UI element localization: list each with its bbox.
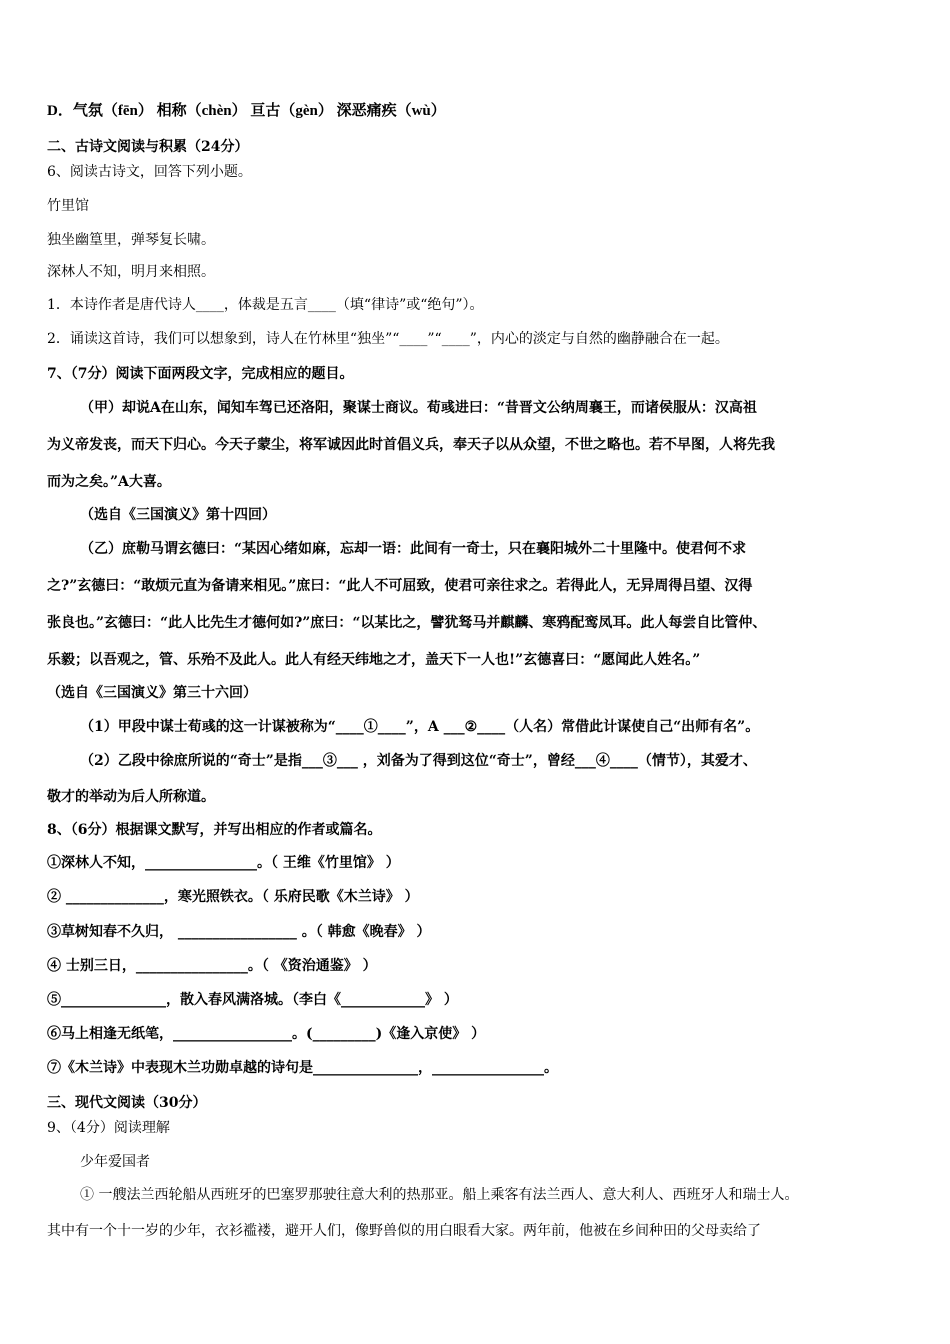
recite-item-4: ④ 士别三日，________________。（ 《资治通鉴》 ）: [47, 958, 377, 974]
passage-a-source: （选自《三国演义》第十四回）: [80, 507, 276, 523]
recite-item-3: ③草树知春不久归， _________________ 。（ 韩愈《晚春》 ）: [47, 924, 431, 940]
recite-item-2: ② ______________，寒光照铁衣。（ 乐府民歌《木兰诗》 ）: [47, 889, 419, 905]
poem-line-2: 深林人不知，明月来相照。: [47, 264, 215, 280]
poem-line-1: 独坐幽篁里，弹琴复长啸。: [47, 232, 215, 248]
option-d-line: D．气氛（fēn） 相称（chèn） 亘古（gèn） 深恶痛疾（wù）: [47, 103, 446, 119]
recite-item-6: ⑥马上相逢无纸笔，_________________。(_________)《逢入京使》 ）: [47, 1026, 486, 1042]
article-para-1-line-2: 其中有一个十一岁的少年，衣衫褴褛，避开人们，像野兽似的用白眼看大家。两年前，他被在乡间种田的父母卖给了: [47, 1223, 761, 1239]
passage-b-line-1: （乙）庶勒马谓玄德曰：“某因心绪如麻，忘却一语：此间有一奇士，只在襄阳城外二十里隆中。使君何不求: [80, 541, 747, 557]
question-6-stem: 6、阅读古诗文，回答下列小题。: [47, 164, 252, 180]
article-para-1-line-1: ① 一艘法兰西轮船从西班牙的巴塞罗那驶往意大利的热那亚。船上乘客有法兰西人、意大利人、西班牙人和瑞士人。: [80, 1187, 799, 1203]
question-7-2-cont: 敬才的举动为后人所称道。: [47, 789, 215, 805]
article-title: 少年爱国者: [80, 1154, 150, 1170]
section-3-heading: 三、现代文阅读（30分）: [47, 1095, 207, 1111]
recite-item-5: ⑤_______________，散入春风满洛城。（李白《____________》 ）: [47, 992, 458, 1008]
recite-item-7: ⑦《木兰诗》中表现木兰功勋卓越的诗句是_______________，________________。: [47, 1060, 558, 1076]
question-7-1: （1）甲段中谋士荀彧的这一计谋被称为“____①____”，A ___②____（人名）常借此计谋使自己“出师有名”。: [80, 719, 760, 735]
passage-a-line-2: 为义帝发丧，而天下归心。今天子蒙尘，将军诚因此时首倡义兵，奉天子以从众望，不世之略也。若不早图，人将先我: [47, 437, 775, 453]
passage-b-line-3: 张良也。”玄德曰：“此人比先生才德何如?”庶曰：“以某比之，譬犹驽马并麒麟、寒鸦配鸾凤耳。此人每尝自比管仲、: [47, 615, 767, 631]
question-6-2: 2．诵读这首诗，我们可以想象到，诗人在竹林里“独坐”“____”“____”，内心的淡定与自然的幽静融合在一起。: [47, 331, 729, 347]
question-7-stem: 7、（7分）阅读下面两段文字，完成相应的题目。: [47, 366, 354, 382]
question-7-2: （2）乙段中徐庶所说的“奇士”是指___③___ ，刘备为了得到这位“奇士”，曾经___④____（情节），其爱才、: [80, 753, 757, 769]
question-6-1: 1．本诗作者是唐代诗人____，体裁是五言____（填“律诗”或“绝句”）。: [47, 297, 484, 313]
recite-item-1: ①深林人不知，________________。（ 王维《竹里馆》 ）: [47, 855, 400, 871]
question-8-stem: 8、（6分）根据课文默写，并写出相应的作者或篇名。: [47, 822, 382, 838]
passage-a-line-1: （甲）却说A在山东，闻知车驾已还洛阳，聚谋士商议。荀彧进曰：“昔晋文公纳周襄王，而诸侯服从：汉高祖: [80, 400, 757, 416]
passage-a-line-3: 而为之矣。”A大喜。: [47, 474, 171, 490]
poem-title: 竹里馆: [47, 198, 89, 214]
question-9-stem: 9、（4分）阅读理解: [47, 1120, 170, 1136]
passage-b-source: （选自《三国演义》第三十六回）: [47, 685, 257, 701]
passage-b-line-2: 之?”玄德曰：“敢烦元直为备请来相见。”庶曰：“此人不可屈致，使君可亲往求之。若得此人，无异周得吕望、汉得: [47, 578, 753, 594]
passage-b-line-4: 乐毅；以吾观之，管、乐殆不及此人。此人有经天纬地之才，盖天下一人也!”玄德喜曰：“愿闻此人姓名。”: [47, 652, 701, 668]
section-2-heading: 二、古诗文阅读与积累（24分）: [47, 139, 249, 155]
